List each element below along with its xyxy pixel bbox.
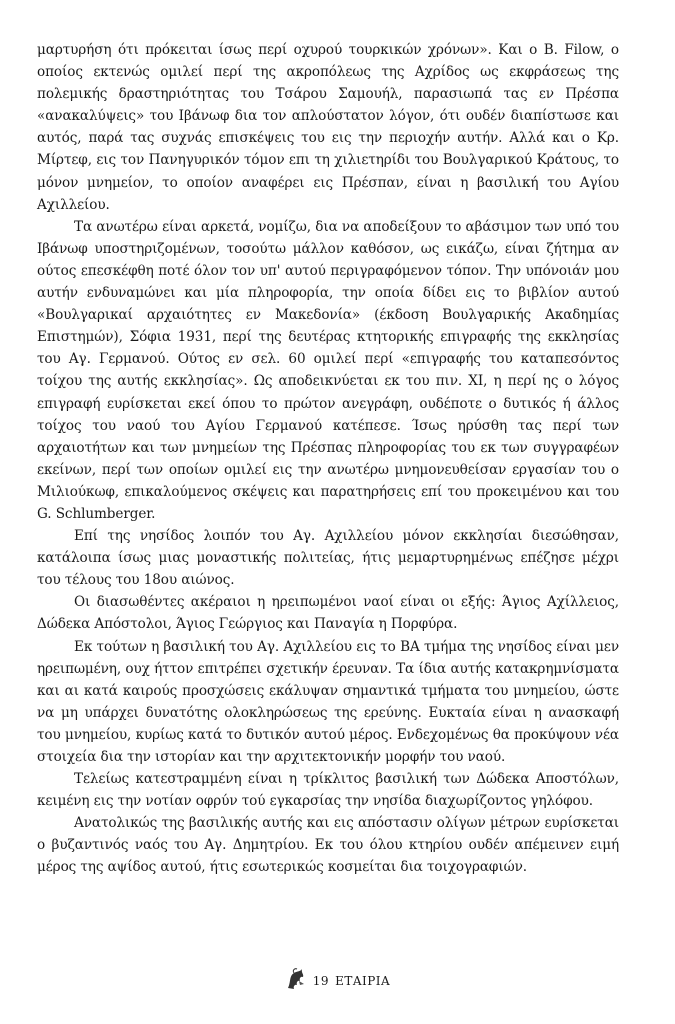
dragon-logo-icon	[285, 966, 307, 995]
paragraph-2: Τα ανωτέρω είναι αρκετά, νομίζω, δια να αποδείξουν το αβάσιμον των υπό του Ιβάνωφ υποστηριζομένων, τοσούτω μάλλον καθόσον, ως εικάζω, είναι ζήτημα αν ούτος επεσκέφθη ποτέ όλον τον υπ' αυτού περιγραφόμενον τόπον. Την υπόνοιάν μου αυτήν ενδυναμώνει και μία πληροφορία, την οποία δίδει εις το βιβλίον αυτού «Βουλγαρικαί αρχαιότητες εν Μακεδονία» (έκδοση Βουλγαρικής Ακαδημίας Επιστημών), Σόφια 1931, περί της δευτέρας κτητορικής επιγραφής της εκκλησίας του Αγ. Γερμανού. Ούτος εν σελ. 60 ομιλεί περί «επιγραφής του καταπεσόντος τοίχου της αυτής εκκλησίας». Ως αποδεικνύεται εκ του πιν. XI, η περί ης ο λόγος επιγραφή ευρίσκεται εκεί όπου το πρώτον ανεγράφη, ουδέποτε ο δυτικός ή άλλος τοίχος του ναού του Αγίου Γερμανού κατέπεσε. Ίσως ηρύσθη τας περί των αρχαιοτήτων και των μνημείων της Πρέσπας πληροφορίας του εκ των συγγραφέων εκείνων, περί των οποίων ομιλεί εις την ανωτέρω μνημονευθείσαν εργασίαν του ο Μιλιούκωφ, επικαλούμενος σκέψεις και παρατηρήσεις επί του προκειμένου και του G. Schlumberger.	[37, 218, 619, 522]
paragraph-7: Ανατολικώς της βασιλικής αυτής και εις απόστασιν ολίγων μέτρων ευρίσκεται ο βυζαντινός ναός του Αγ. Δημητρίου. Εκ του όλου κτηρίου ουδέν απέμεινεν ειμή μέρος της αψίδος αυτού, ήτις εσωτερικώς κοσμείται δια τοιχογραφιών.	[37, 815, 619, 876]
paragraph-1: μαρτυρήση ότι πρόκειται ίσως περί οχυρού τουρκικών χρόνων». Και ο Β. Filow, ο οποίος εκτενώς ομιλεί περί της ακροπόλεως της Αχρίδος ως εκφράσεως της πολεμικής δραστηριότητας του Τσάρου Σαμουήλ, παρασιωπά τας εν Πρέσπα «ανακαλύψεις» του Ιβάνωφ δια τον απλούστατον λόγον, ότι ουδέν διαπίστωσε και αυτός, παρά τας συχνάς επισκέψεις του εις την περιοχήν αυτήν. Αλλά και ο Κρ. Μίρτεφ, εις τον Πανηγυρικόν τόμον επι τη χιλιετηρίδι του Βουλγαρικού Κράτους, το μόνον μνημείον, το οποίον αναφέρει εις Πρέσπαν, είναι η βασιλική του Αγίου Αχιλλείου.	[37, 42, 619, 213]
footer-label: ΕΤΑΙΡΙΑ	[335, 973, 391, 988]
page-number: 19	[312, 973, 330, 988]
page-body	[37, 39, 619, 879]
paragraph-4: Οι διασωθέντες ακέραιοι η ηρειπωμένοι ναοί είναι οι εξής: Άγιος Αχίλλειος, Δώδεκα Απόστολοι, Άγιος Γεώργιος και Παναγία η Πορφύρα.	[37, 594, 619, 633]
paragraph-3: Επί της νησίδος λοιπόν του Αγ. Αχιλλείου μόνον εκκλησίαι διεσώθησαν, κατάλοιπα ίσως μιας μοναστικής πολιτείας, ήτις μεμαρτυρημένως επέζησε μέχρι του τέλους του 18ου αιώνος.	[37, 528, 619, 589]
page-footer	[0, 966, 675, 995]
paragraph-6: Τελείως κατεστραμμένη είναι η τρίκλιτος βασιλική των Δώδεκα Αποστόλων, κειμένη εις την νοτίαν οφρύν τού εγκαρσίας την νησίδα διαχωρίζοντος γηλόφου.	[37, 771, 619, 810]
paragraph-5: Εκ τούτων η βασιλική του Αγ. Αχιλλείου εις το ΒΑ τμήμα της νησίδος είναι μεν ηρειπωμένη, ουχ ήττον επιτρέπει σχετικήν έρευναν. Τα ίδια αυτής κατακρημνίσματα και αι κατά καιρούς προσχώσεις εκάλυψαν σημαντικά τμήματα του μνημείου, ώστε να μη υπάρχει δυνατότης ολοκληρώσεως της ερεύνης. Ευκταία είναι η ανασκαφή του μνημείου, κυρίως κατά το δυτικόν αυτού μέρος. Ενδεχομένως θα προκύψουν νέα στοιχεία δια την ιστορίαν και την αρχιτεκτονικήν μορφήν του ναού.	[37, 638, 619, 765]
